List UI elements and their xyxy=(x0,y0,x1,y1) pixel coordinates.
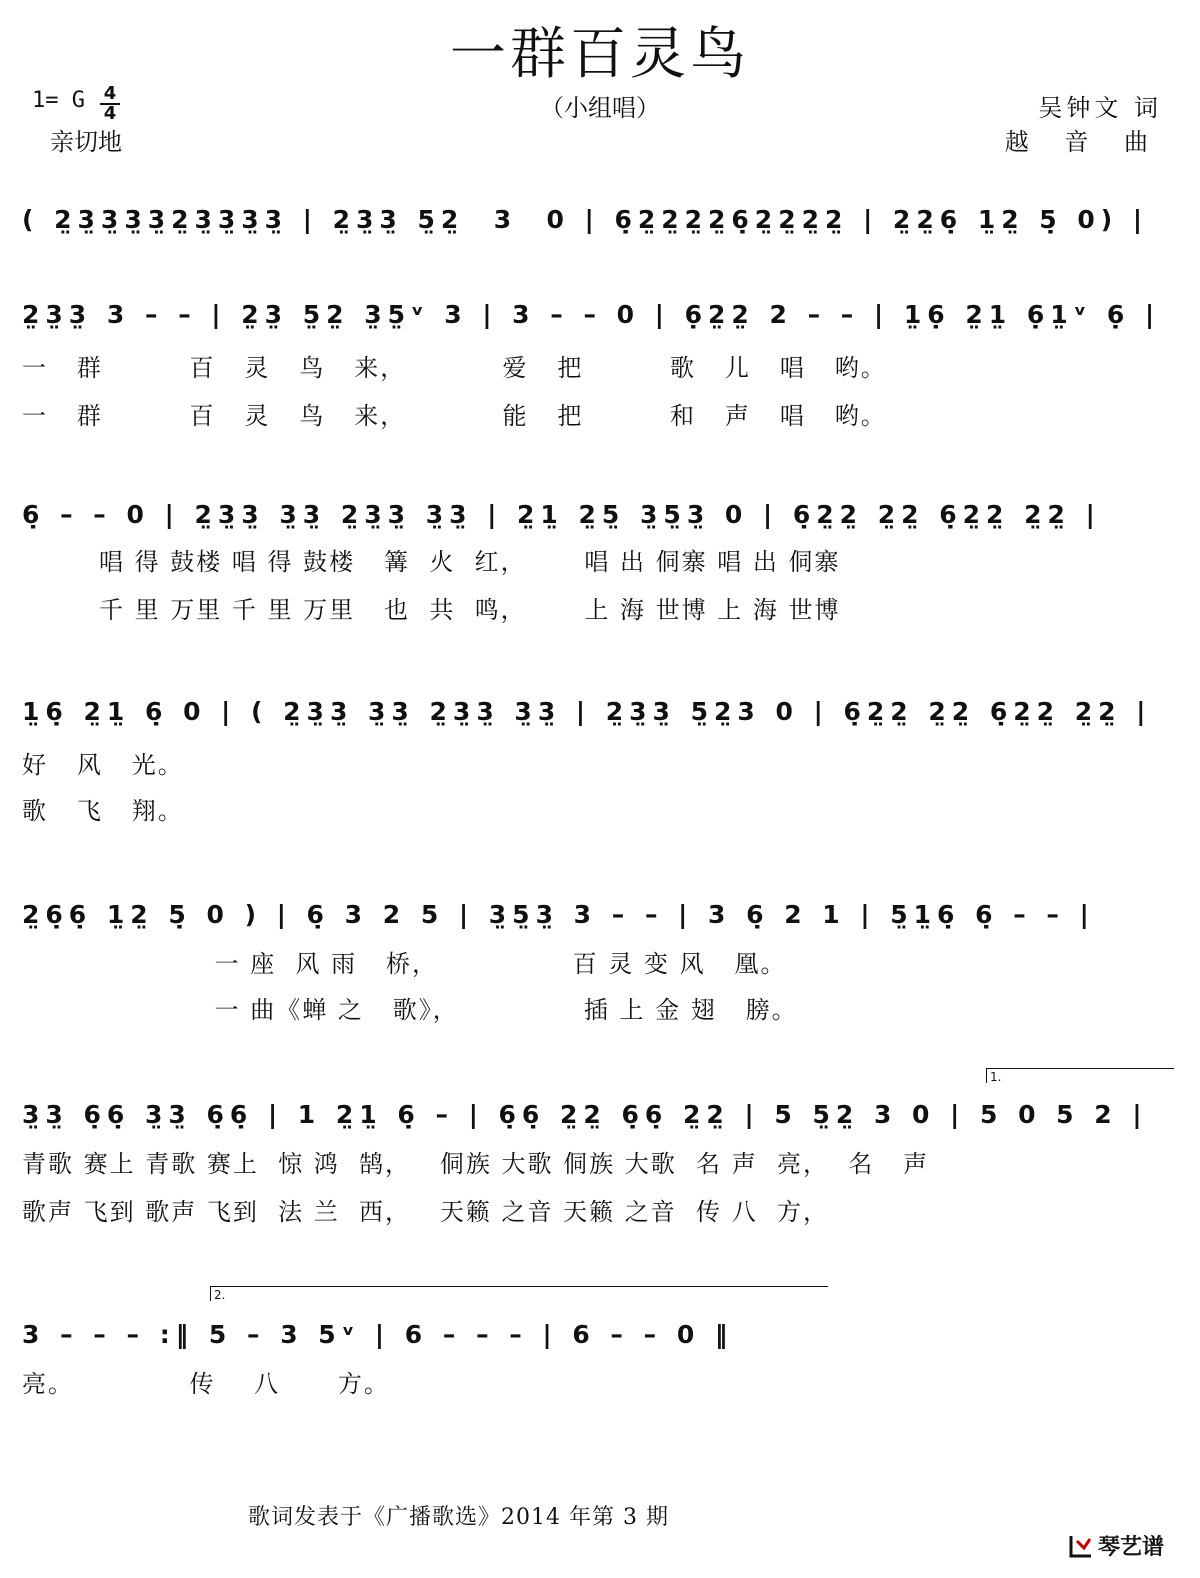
lyrics-verse-1: 唱 得 鼓楼 唱 得 鼓楼 篝 火 红， 唱 出 侗寨 唱 出 侗寨 xyxy=(22,548,841,576)
notation-line: 6̣ – – 0 | 2̤3̤3̤ 3̤3̤ 2̤3̤3̤ 3̤3̤ | 2̤1̤ 2̤5̤ 3̤5̤3̤ 0 | 6̣2̤2̤ 2̤2̤ 6̣2̤2̤ 2̤2̤ | xyxy=(22,500,1101,529)
notation-line: 3 – – – :‖ 5 – 3 5ᵛ | 6 – – – | 6 – – 0 ‖ xyxy=(22,1320,734,1349)
composer-credit: 越 音 曲 xyxy=(1004,128,1162,156)
first-ending-bracket: 1. xyxy=(986,1068,1174,1083)
logo-icon xyxy=(1068,1533,1094,1559)
logo-text: 琴艺谱 xyxy=(1098,1535,1165,1560)
song-subtitle: （小组唱） xyxy=(540,94,660,122)
lyrics-verse-2: 千 里 万里 千 里 万里 也 共 鸣， 上 海 世博 上 海 世博 xyxy=(22,596,841,624)
key-signature: 1= G xyxy=(32,88,85,113)
publication-footnote: 歌词发表于《广播歌选》2014 年第 3 期 xyxy=(248,1505,669,1530)
lyrics-verse-1: 一 座 风 雨 桥， 百 灵 变 风 凰。 xyxy=(22,950,787,978)
tempo-marking: 亲切地 xyxy=(50,128,122,156)
watermark-logo xyxy=(1068,1530,1164,1561)
notation-line: 3̤3̤ 6̣6̣ 3̤3̤ 6̣6̣ | 1 2̤1̤ 6̣ – | 6̣6̣ 2̤2̤ 6̣6̣ 2̤2̤ | 5 5̤2̤ 3 0 | 5 0 5 2 | xyxy=(22,1100,1148,1129)
lyricist-credit: 吴钟文 词 xyxy=(1038,94,1162,122)
time-numerator: 4 xyxy=(103,83,117,104)
lyrics-verse-2: 一 群 百 灵 鸟 来， 能 把 和 声 唱 哟。 xyxy=(22,402,887,430)
second-ending-bracket: 2. xyxy=(210,1286,828,1301)
notation-line: 2̤3̤3̤ 3 – – | 2̤3̤ 5̤2̤ 3̤5̤ᵛ 3 | 3 – – 0 | 6̣2̤2̤ 2 – – | 1̤6̣ 2̤1̤ 6̣1̤ᵛ 6̣ | xyxy=(22,300,1161,329)
time-signature xyxy=(100,83,120,124)
lyrics-verse-1: 好 风 光。 xyxy=(22,751,184,779)
lyrics-verse-1: 一 群 百 灵 鸟 来， 爱 把 歌 儿 唱 哟。 xyxy=(22,354,887,382)
lyrics-verse-2: 歌声 飞到 歌声 飞到 法 兰 西， 天籁 之音 天籁 之音 传 八 方， xyxy=(22,1198,829,1226)
lyrics-verse-2: 一 曲《蝉 之 歌》， 插 上 金 翅 膀。 xyxy=(22,996,798,1024)
song-title: 一群百灵鸟 xyxy=(450,22,750,87)
notation-line: 2̤6̣6̣ 1̤2̤ 5̣ 0 ) | 6̣ 3 2 5 | 3̤5̤3̤ 3 – – | 3 6̣ 2 1 | 5̤1̤6̣ 6̣ – – | xyxy=(22,900,1095,929)
notation-line: 1̤6̣ 2̤1̤ 6̣ 0 | ( 2̤3̤3̤ 3̤3̤ 2̤3̤3̤ 3̤3̤ | 2̤3̤3̤ 5̤2̤3 0 | 6̣2̤2̤ 2̤2̤ 6̣2̤2̤ 2̤2̤ | xyxy=(22,697,1152,726)
time-denominator: 4 xyxy=(103,103,117,124)
notation-line: ( 2̤3̤3̤3̤3̤2̤3̤3̤3̤3̤ | 2̤3̤3̤ 5̤2̤ 3 0 | 6̣2̤2̤2̤2̤6̣2̤2̤2̤2̤ | 2̤2̤6̣ 1̤2̤ 5̣ 0) | xyxy=(22,205,1149,234)
lyrics-verse-2: 歌 飞 翔。 xyxy=(22,797,184,825)
lyrics-verse-1: 青歌 赛上 青歌 赛上 惊 鸿 鹄， 侗族 大歌 侗族 大歌 名 声 亮， 名 声 xyxy=(22,1150,930,1178)
lyrics-verse-1: 亮。 传 八 方。 xyxy=(22,1370,390,1398)
